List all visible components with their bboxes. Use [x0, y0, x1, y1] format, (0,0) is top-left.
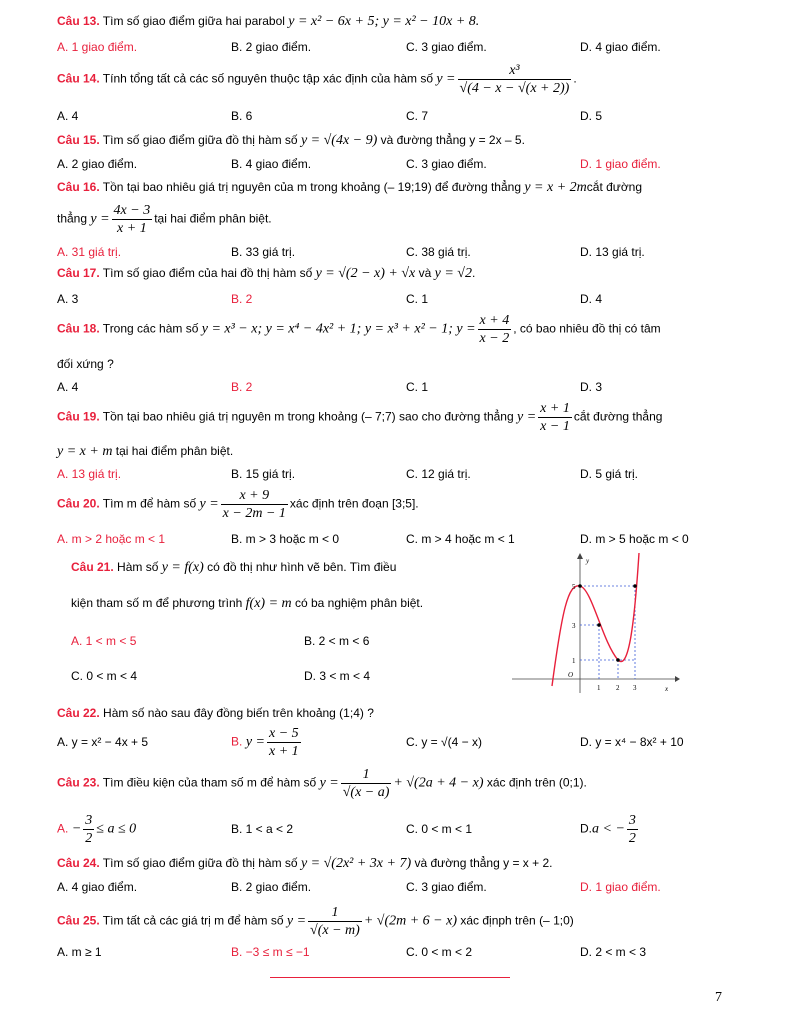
- guide-lines: [580, 586, 635, 679]
- formula: y = x + 2m: [524, 180, 587, 195]
- option-c: C. 1: [406, 380, 429, 394]
- option-d: D. 5 giá trị.: [580, 467, 639, 481]
- graph-point: [578, 584, 582, 588]
- option-d: D. y = x⁴ − 8x² + 10: [580, 735, 684, 749]
- option-a: A. − $\frac{3}{2}$ ≤ a ≤ 0: [57, 813, 137, 846]
- x-axis-arrow: [675, 676, 680, 682]
- question-label: Câu 23.: [57, 775, 100, 790]
- y-tick-label: 1: [572, 657, 576, 665]
- question-19: Câu 19. Tồn tại bao nhiêu giá trị nguyên m trong khoảng (– 7;7) sao cho đường thẳng y = $\frac{x + 1}{x - 1}$ cắt đường thẳng: [57, 401, 663, 434]
- x-tick-label: 3: [633, 684, 637, 692]
- option-a: A. 1 < m < 5: [71, 634, 137, 648]
- option-a: A. 2 giao điểm.: [57, 157, 138, 171]
- question-label: Câu 18.: [57, 321, 100, 336]
- formula: f(x) = m: [245, 596, 292, 611]
- option-c: C. 7: [406, 109, 429, 123]
- question-text: Tìm tất cả các giá trị m để hàm số: [99, 913, 287, 928]
- question-22: [57, 706, 374, 720]
- option-c: C. 1: [406, 292, 429, 306]
- y-tick-label: 3: [572, 622, 576, 630]
- option-c: C. 0 < m < 2: [406, 945, 473, 959]
- formula: y = f(x): [161, 560, 204, 575]
- question-20: Câu 20. Tìm m để hàm số y = $\frac{x + 9}{x - 2m - 1}$ xác định trên đoạn [3;5].: [57, 488, 419, 521]
- fraction: $\frac{1}{√(x - m)}$: [310, 905, 360, 938]
- option-b: B. 2: [231, 380, 253, 394]
- question-24: Câu 24. Tìm số giao điểm giữa đồ thị hàm số y = √(2x² + 3x + 7) và đường thẳng y = x + 2.: [57, 856, 553, 871]
- formula: + √(2m + 6 − x): [363, 913, 458, 929]
- option-c: C. 12 giá trị.: [406, 467, 471, 481]
- question-label: Câu 22.: [57, 706, 100, 720]
- y-axis-label: y: [586, 557, 590, 565]
- question-19-line2: y = x + m tại hai điểm phân biệt.: [57, 444, 234, 459]
- option-b: B. −3 ≤ m ≤ −1: [231, 945, 310, 959]
- option-d: D. 3 < m < 4: [304, 669, 371, 683]
- option-d: D.a < − $\frac{3}{2}$: [580, 813, 636, 846]
- option-a: A. 4 giao điểm.: [57, 880, 138, 894]
- option-c: C. 3 giao điểm.: [406, 157, 487, 171]
- question-label: Câu 21.: [71, 560, 114, 574]
- question-text: Tồn tại bao nhiêu giá trị nguyên của m trong khoảng (– 19;19) để đường thẳng: [99, 180, 525, 194]
- question-text: Tồn tại bao nhiêu giá trị nguyên m trong khoảng (– 7;7) sao cho đường thẳng: [99, 409, 517, 424]
- question-label: Câu 14.: [57, 71, 100, 86]
- option-c: C. y = √(4 − x): [406, 735, 482, 749]
- option-b: B. 2: [231, 292, 253, 306]
- question-21: Câu 21. Hàm số y = f(x) có đồ thị như hình vẽ bên. Tìm điều: [71, 560, 397, 575]
- option-b: B. 2 < m < 6: [304, 634, 370, 648]
- question-text: Tìm số giao điểm giữa đồ thị hàm số: [99, 856, 301, 870]
- fraction: $\frac{x + 4}{x - 2}$: [479, 313, 510, 346]
- option-b: B. 15 giá trị.: [231, 467, 296, 481]
- question-text: Tính tổng tất cả các số nguyên thuộc tập xác định của hàm số: [99, 71, 437, 86]
- option-d: D. 5: [580, 109, 603, 123]
- question-label: Câu 20.: [57, 496, 100, 511]
- question-text: Tìm số giao điểm giữa đồ thị hàm số: [99, 133, 301, 147]
- graph-point: [633, 584, 637, 588]
- option-b: B. 4 giao điểm.: [231, 157, 312, 171]
- question-25: Câu 25. Tìm tất cả các giá trị m để hàm số y = $\frac{1}{√(x - m)}$ + √(2m + 6 − x) xác địnph trên (– 1;0): [57, 905, 574, 938]
- origin-label: O: [568, 671, 574, 679]
- question-23: Câu 23. Tìm điều kiện của tham số m để hàm số y = $\frac{1}{√(x - a)}$ + √(2a + 4 − x) xác định trên (0;1).: [57, 767, 587, 800]
- option-d: D. 1 giao điểm.: [580, 880, 661, 894]
- option-c: C. 38 giá trị.: [406, 245, 471, 259]
- option-c: C. 0 < m < 1: [406, 822, 473, 836]
- question-text: Tìm m để hàm số: [99, 496, 200, 511]
- option-b: B. 2 giao điểm.: [231, 40, 312, 54]
- option-a: A. 4: [57, 109, 79, 123]
- question-16: Câu 16. Tồn tại bao nhiêu giá trị nguyên của m trong khoảng (– 19;19) để đường thẳng y = x + 2mcắt đường: [57, 180, 643, 195]
- option-b: B. 33 giá trị.: [231, 245, 296, 259]
- formula: y = √(2 − x) + √x: [315, 266, 416, 281]
- y-axis-arrow: [577, 553, 583, 559]
- question-label: Câu 19.: [57, 409, 100, 424]
- x-tick-label: 1: [597, 684, 601, 692]
- graph-point: [597, 623, 601, 627]
- option-d: D. 4 giao điểm.: [580, 40, 661, 54]
- y-tick-label: 5: [572, 583, 576, 591]
- fraction: $\frac{x - 5}{x + 1}$: [269, 726, 299, 759]
- x-axis-label: x: [665, 685, 669, 693]
- question-15: Câu 15. Tìm số giao điểm giữa đồ thị hàm số y = √(4x − 9) và đường thẳng y = 2x – 5.: [57, 133, 525, 148]
- option-c: C. 3 giao điểm.: [406, 40, 487, 54]
- question-text: Tìm số giao điểm giữa hai parabol: [99, 14, 289, 28]
- separator-line: [270, 977, 510, 978]
- option-a: A. m ≥ 1: [57, 945, 102, 959]
- question-text: Tìm số giao điểm của hai đồ thị hàm số: [99, 266, 316, 280]
- question-16-line2: thẳng y = $\frac{4x - 3}{x + 1}$ tại hai điểm phân biệt.: [57, 203, 272, 236]
- question-18-line2: đối xứng ?: [57, 357, 114, 371]
- question-text: Tìm điều kiện của tham số m để hàm số: [99, 775, 320, 790]
- fraction: $\frac{3}{2}$: [628, 813, 636, 846]
- formula: y = x² − 6x + 5; y = x² − 10x + 8.: [288, 14, 480, 29]
- fraction: $\frac{3}{2}$: [85, 813, 93, 846]
- option-a: A. 3: [57, 292, 79, 306]
- formula: y = x³ − x; y = x⁴ − 4x² + 1; y = x³ + x² − 1; y =: [201, 321, 476, 337]
- question-text: Hàm số nào sau đây đồng biến trên khoảng (1;4) ?: [99, 706, 374, 720]
- fraction: $\frac{x + 9}{x - 2m - 1}$: [222, 488, 286, 521]
- function-curve: [552, 553, 639, 686]
- option-d: D. 3: [580, 380, 603, 394]
- formula: y = √(4x − 9): [300, 133, 378, 148]
- question-label: Câu 16.: [57, 180, 100, 194]
- fraction: $\frac{\text{x³}}{√(4 - x - √(x + 2))}$: [459, 63, 570, 96]
- question-text: Trong các hàm số: [99, 321, 202, 336]
- option-c: C. m > 4 hoặc m < 1: [406, 532, 515, 546]
- x-tick-label: 2: [616, 684, 620, 692]
- formula: y = √2: [434, 266, 472, 281]
- option-a: A. y = x² − 4x + 5: [57, 735, 149, 749]
- option-b: B. 2 giao điểm.: [231, 880, 312, 894]
- option-b: B. 6: [231, 109, 253, 123]
- option-a: A. m > 2 hoặc m < 1: [57, 532, 166, 546]
- option-c: C. 3 giao điểm.: [406, 880, 487, 894]
- option-d: D. 2 < m < 3: [580, 945, 647, 959]
- option-c: C. 0 < m < 4: [71, 669, 138, 683]
- formula: y = x + m: [57, 444, 113, 459]
- option-b: B. 1 < a < 2: [231, 822, 294, 836]
- option-b: B. y = $\frac{x - 5}{x + 1}$: [231, 726, 299, 759]
- question-13: [57, 14, 479, 30]
- fraction: $\frac{4x - 3}{x + 1}$: [113, 203, 151, 236]
- option-d: D. 1 giao điểm.: [580, 157, 661, 171]
- question-label: Câu 15.: [57, 133, 100, 147]
- question-label: Câu 25.: [57, 913, 100, 928]
- function-graph: [510, 551, 680, 696]
- question-label: Câu 24.: [57, 856, 100, 870]
- question-21-line2: kiện tham số m để phương trình f(x) = m có ba nghiệm phân biệt.: [71, 596, 424, 611]
- fraction: $\frac{x + 1}{x - 1}$: [540, 401, 570, 434]
- option-d: D. m > 5 hoặc m < 0: [580, 532, 689, 546]
- page-number: 7: [715, 990, 722, 1005]
- question-text: Hàm số: [113, 560, 162, 574]
- formula: y = √(2x² + 3x + 7): [300, 856, 412, 871]
- option-a: A. 1 giao điểm.: [57, 40, 138, 54]
- option-d: D. 13 giá trị.: [580, 245, 645, 259]
- question-17: Câu 17. Tìm số giao điểm của hai đồ thị hàm số y = √(2 − x) + √x và y = √2.: [57, 266, 476, 281]
- fraction: $\frac{1}{√(x - a)}$: [342, 767, 390, 800]
- question-label: Câu 17.: [57, 266, 100, 280]
- graph-point: [616, 658, 620, 662]
- option-a: A. 4: [57, 380, 79, 394]
- option-b: B. m > 3 hoặc m < 0: [231, 532, 340, 546]
- question-14: Câu 14. Tính tổng tất cả các số nguyên thuộc tập xác định của hàm số y = $\frac{\text{x³}}{√(4 - x - √(x + 2))}$ .: [57, 63, 577, 96]
- question-18: Câu 18. Trong các hàm số y = x³ − x; y = x⁴ − 4x² + 1; y = x³ + x² − 1; y = $\frac{x + 4}{x - 2}$ , có bao nhiêu đồ thị có tâm: [57, 313, 661, 346]
- option-a: A. 13 giá trị.: [57, 467, 122, 481]
- option-d: D. 4: [580, 292, 603, 306]
- question-label: Câu 13.: [57, 14, 100, 28]
- option-a: A. 31 giá trị.: [57, 245, 122, 259]
- formula: + √(2a + 4 − x): [393, 775, 484, 791]
